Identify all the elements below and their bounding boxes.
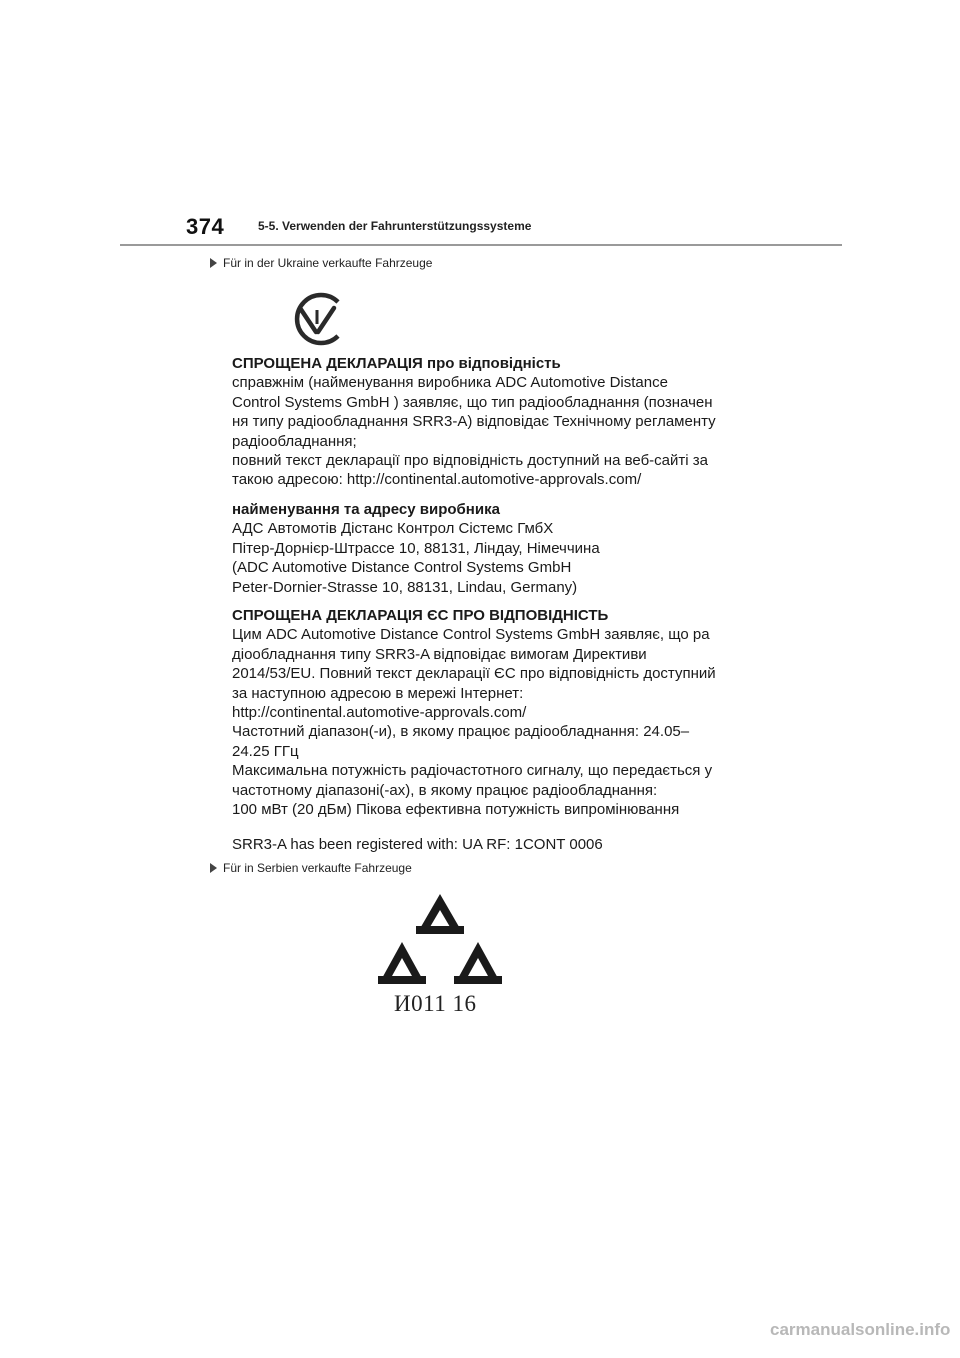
registration-line bbox=[232, 835, 752, 854]
eu-declaration-line: 2014/53/EU. Повний текст декларації ЄС про відповідність доступний bbox=[232, 665, 716, 683]
ukraine-bullet-label: Für in der Ukraine verkaufte Fahrzeuge bbox=[223, 256, 433, 270]
page-number: 374 bbox=[186, 214, 225, 239]
declaration-line: Control Systems GmbH ) заявляє, що тип радіообладнання (позначен bbox=[232, 393, 713, 411]
declaration-line: ня типу радіообладнання SRR3-A) відповідає Технічному регламенту bbox=[232, 413, 716, 431]
eu-declaration-line: Максимальна потужність радіочастотного сигналу, що передається у bbox=[232, 762, 713, 780]
ukraine-bullet bbox=[210, 256, 432, 270]
eu-declaration-line: частотному діапазоні(-ах), в якому працює радіообладнання: bbox=[232, 781, 658, 799]
declaration-line: такою адресою: http://continental.automotive-approvals.com/ bbox=[232, 471, 642, 489]
declaration-line: повний текст декларації про відповідність доступний на веб-сайті за bbox=[232, 452, 708, 470]
eu-declaration-line: діообладнання типу SRR3-A відповідає вимогам Директиви bbox=[232, 645, 647, 663]
manufacturer-line: (ADC Automotive Distance Control Systems GmbH bbox=[232, 559, 572, 577]
registration-text: SRR3-A has been registered with: UA RF: 1CONT 0006 bbox=[232, 836, 603, 853]
manufacturer-line: Пітер-Дорнієр-Штрассе 10, 88131, Ліндау, Німеччина bbox=[232, 539, 600, 557]
manufacturer-line: АДС Автомотів Дістанс Контрол Сістемс ГмбХ bbox=[232, 520, 554, 538]
triangle-bullet-icon bbox=[210, 258, 217, 268]
eu-declaration-line: за наступною адресою в мережі Інтернет: bbox=[232, 684, 524, 702]
simplified-declaration-heading: СПРОЩЕНА ДЕКЛАРАЦІЯ про відповідність bbox=[232, 355, 561, 372]
manufacturer-block bbox=[232, 500, 752, 597]
eu-declaration-line: 100 мВт (20 дБм) Пікова ефективна потужність випромінювання bbox=[232, 801, 680, 819]
section-title: 5-5. Verwenden der Fahrunterstützungssysteme bbox=[258, 219, 532, 233]
eu-declaration-line: Частотний діапазон(-и), в якому працює радіообладнання: 24.05– bbox=[232, 723, 690, 741]
header-divider bbox=[120, 244, 842, 246]
serbia-bullet bbox=[210, 861, 412, 875]
watermark: carmanualsonline.info bbox=[770, 1320, 951, 1339]
declaration-line: справжнім (найменування виробника ADC Automotive Distance bbox=[232, 374, 668, 392]
eu-declaration-line: http://continental.automotive-approvals.com/ bbox=[232, 704, 527, 722]
eu-declaration-block bbox=[232, 606, 752, 819]
ukrsepro-conformity-mark-icon bbox=[286, 288, 350, 355]
declaration-line: радіообладнання; bbox=[232, 432, 357, 450]
eu-declaration-line: Цим ADC Automotive Distance Control Systems GmbH заявляє, що ра bbox=[232, 626, 710, 644]
manufacturer-heading: найменування та адресу виробника bbox=[232, 501, 500, 518]
manufacturer-line: Peter-Dornier-Strasse 10, 88131, Lindau, Germany) bbox=[232, 578, 578, 596]
simplified-declaration-block bbox=[232, 354, 752, 490]
eu-declaration-heading: СПРОЩЕНА ДЕКЛАРАЦІЯ ЄС ПРО ВІДПОВІДНІСТЬ bbox=[232, 607, 609, 624]
serbian-triangle-conformity-mark-icon bbox=[376, 890, 504, 995]
triangle-bullet-icon bbox=[210, 863, 217, 873]
serbia-bullet-label: Für in Serbien verkaufte Fahrzeuge bbox=[223, 861, 412, 875]
serbian-mark-code: И011 16 bbox=[394, 991, 477, 1016]
eu-declaration-line: 24.25 ГГц bbox=[232, 742, 299, 760]
